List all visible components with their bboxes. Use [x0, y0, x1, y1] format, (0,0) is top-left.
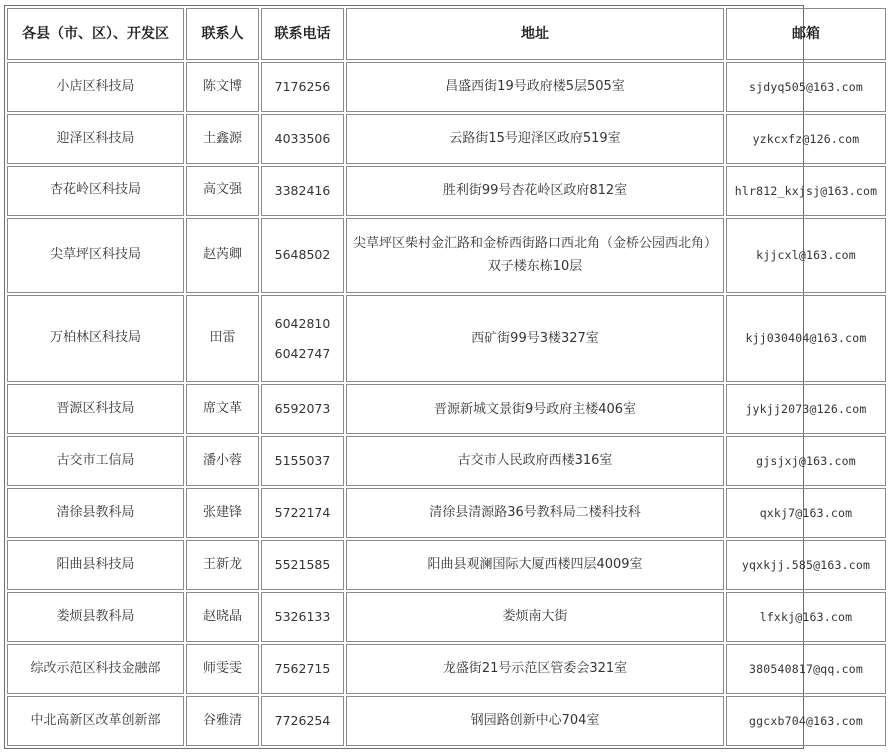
phone-cell: 7562715 — [261, 644, 344, 694]
phone-cell: 5521585 — [261, 540, 344, 590]
contact-table-frame — [4, 5, 878, 749]
table-row — [7, 218, 886, 293]
unit-cell: 杏花岭区科技局 — [7, 166, 184, 216]
table-row — [7, 166, 886, 216]
address-cell: 昌盛西街19号政府楼5层505室 — [346, 62, 724, 112]
unit-cell: 尖草坪区科技局 — [7, 218, 184, 293]
address-cell: 胜利街99号杏花岭区政府812室 — [346, 166, 724, 216]
table-row — [7, 592, 886, 642]
unit-cell: 中北高新区改革创新部 — [7, 696, 184, 746]
header-unit: 各县（市、区）、开发区 — [7, 8, 184, 60]
unit-cell: 阳曲县科技局 — [7, 540, 184, 590]
phone-cell: 5648502 — [261, 218, 344, 293]
unit-cell: 小店区科技局 — [7, 62, 184, 112]
email-cell: jykjj2073@126.com — [726, 384, 886, 434]
email-cell: qxkj7@163.com — [726, 488, 886, 538]
phone-cell: 4033506 — [261, 114, 344, 164]
phone-cell: 3382416 — [261, 166, 344, 216]
table-row — [7, 540, 886, 590]
address-cell: 钢园路创新中心704室 — [346, 696, 724, 746]
email-cell: yzkcxfz@126.com — [726, 114, 886, 164]
header-email: 邮箱 — [726, 8, 886, 60]
header-contact: 联系人 — [186, 8, 259, 60]
contact-cell: 赵芮卿 — [186, 218, 259, 293]
email-cell: yqxkjj.585@163.com — [726, 540, 886, 590]
address-cell: 清徐县清源路36号教科局二楼科技科 — [346, 488, 724, 538]
phone-cell: 7726254 — [261, 696, 344, 746]
address-cell: 娄烦南大街 — [346, 592, 724, 642]
contact-cell: 潘小蓉 — [186, 436, 259, 486]
phone-cell: 5155037 — [261, 436, 344, 486]
unit-cell: 清徐县教科局 — [7, 488, 184, 538]
unit-cell: 晋源区科技局 — [7, 384, 184, 434]
address-cell: 晋源新城文景街9号政府主楼406室 — [346, 384, 724, 434]
table-row — [7, 62, 886, 112]
email-cell: kjjcxl@163.com — [726, 218, 886, 293]
contact-cell: 师雯雯 — [186, 644, 259, 694]
phone-cell: 5326133 — [261, 592, 344, 642]
contact-cell: 陈文博 — [186, 62, 259, 112]
contact-cell: 高文强 — [186, 166, 259, 216]
unit-cell: 综改示范区科技金融部 — [7, 644, 184, 694]
contact-table — [5, 6, 888, 748]
table-row — [7, 436, 886, 486]
unit-cell: 万柏林区科技局 — [7, 295, 184, 382]
email-cell: kjj030404@163.com — [726, 295, 886, 382]
email-cell: hlr812_kxjsj@163.com — [726, 166, 886, 216]
unit-cell: 迎泽区科技局 — [7, 114, 184, 164]
contact-cell: 田雷 — [186, 295, 259, 382]
table-row — [7, 696, 886, 746]
address-cell: 古交市人民政府西楼316室 — [346, 436, 724, 486]
phone-number-1: 6042810 — [274, 316, 331, 331]
contact-cell: 王新龙 — [186, 540, 259, 590]
table-row — [7, 114, 886, 164]
table-row — [7, 644, 886, 694]
email-cell: ggcxb704@163.com — [726, 696, 886, 746]
phone-number-2: 6042747 — [274, 345, 331, 361]
email-cell: lfxkj@163.com — [726, 592, 886, 642]
contact-cell: 土鑫源 — [186, 114, 259, 164]
contact-cell: 席文革 — [186, 384, 259, 434]
header-address: 地址 — [346, 8, 724, 60]
contact-cell: 赵晓晶 — [186, 592, 259, 642]
table-row — [7, 384, 886, 434]
email-cell: gjsjxj@163.com — [726, 436, 886, 486]
table-header-row — [7, 8, 886, 60]
phone-cell: 7176256 — [261, 62, 344, 112]
address-cell: 尖草坪区柴村金汇路和金桥西街路口西北角（金桥公园西北角）双子楼东栋10层 — [346, 218, 724, 293]
address-cell: 阳曲县观澜国际大厦西楼四层4009室 — [346, 540, 724, 590]
phone-cell — [261, 295, 344, 382]
address-cell: 云路街15号迎泽区政府519室 — [346, 114, 724, 164]
unit-cell: 娄烦县教科局 — [7, 592, 184, 642]
contact-cell: 谷雅清 — [186, 696, 259, 746]
unit-cell: 古交市工信局 — [7, 436, 184, 486]
phone-cell: 5722174 — [261, 488, 344, 538]
header-phone: 联系电话 — [261, 8, 344, 60]
phone-cell: 6592073 — [261, 384, 344, 434]
address-cell: 西矿街99号3楼327室 — [346, 295, 724, 382]
contact-cell: 张建锋 — [186, 488, 259, 538]
table-row — [7, 488, 886, 538]
address-cell: 龙盛街21号示范区管委会321室 — [346, 644, 724, 694]
table-row — [7, 295, 886, 382]
email-cell: 380540817@qq.com — [726, 644, 886, 694]
email-cell: sjdyq505@163.com — [726, 62, 886, 112]
